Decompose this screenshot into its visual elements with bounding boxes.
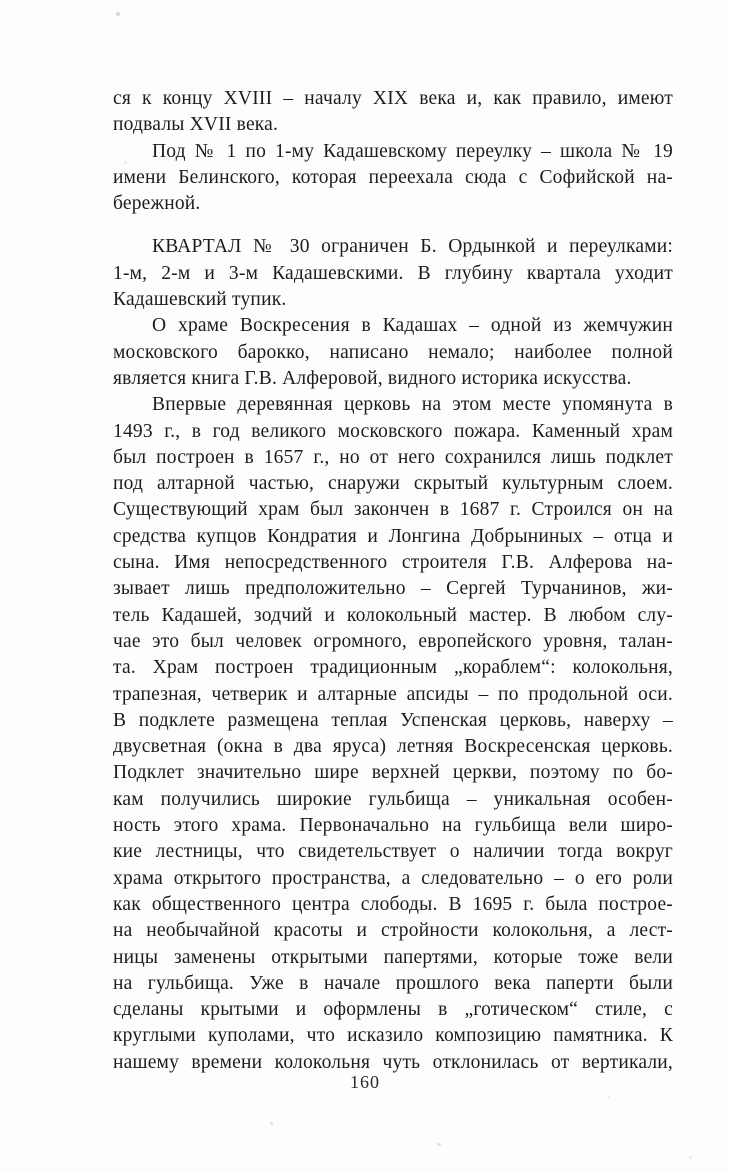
text-line: КВАРТАЛ № 30 ограничен Б. Ордынкой и переулками: [152,236,673,258]
text-line: В подклете размещена теплая Успенская церковь, наверху – [113,709,673,731]
page-number: 160 [350,1072,380,1092]
text-line: подвалы XVII века. [113,114,279,136]
text-line: ся к концу XVIII – началу XIX века и, как правило, имеют [113,88,673,109]
text-line: Существующий храм был закончен в 1687 г. Строился он на [113,499,673,521]
text-line: трапезная, четверик и алтарные апсиды – по продольной оси. [113,683,673,705]
text-line: Впервые деревянная церковь на этом месте упомянута в [152,394,673,416]
text-line: как общественного центра слободы. В 1695 г. была построе- [113,893,673,915]
text-line: 1493 г., в год великого московского пожара. Каменный храм [113,420,673,442]
text-line: московского барокко, написано немало; наиболее полной [113,341,673,363]
text-line: на гульбища. Уже в начале прошлого века паперти были [113,972,673,994]
text-line: зывает лишь предположительно – Сергей Турчанинов, жи- [113,578,673,600]
text-line: тель Кадашей, зодчий и колокольный мастер. В любом слу- [113,604,673,626]
page-text-block [113,86,673,1076]
text-line: средства купцов Кондратия и Лонгина Добрыниных – отца и [113,525,673,547]
text-line: был построен в 1657 г., но от него сохранился лишь подклет [113,446,673,468]
text-line: храма открытого пространства, а следовательно – о его роли [113,867,673,889]
text-line: кам получились широкие гульбища – уникальная особен- [113,788,673,810]
text-line: Кадашевский тупик. [113,289,287,311]
text-line: имени Белинского, которая переехала сюда с Софийской на- [113,166,673,188]
text-line: чае это был человек огромного, европейского уровня, талан- [113,630,673,652]
text-line: О храме Воскресения в Кадашах – одной из жемчужин [152,315,673,337]
scan-speckle [437,1143,441,1146]
text-line: Подклет значительно шире верхней церкви, поэтому по бо- [113,762,673,784]
text-line: бережной. [113,193,201,215]
text-line: двусветная (окна в два яруса) летняя Воскресенская церковь. [113,736,673,758]
scan-speckle [689,1156,692,1159]
paragraph [113,392,673,1076]
text-line: кие лестницы, что свидетельствует о наличии тогда вокруг [113,841,673,863]
scan-speckle [116,12,120,16]
scan-speckle [607,1096,610,1098]
text-line: Под № 1 по 1-му Кадашевскому переулку – школа № 19 [152,140,673,162]
text-line: сына. Имя непосредственного строителя Г.В. Алферова на- [113,552,673,574]
text-line: та. Храм построен традиционным „кораблем“: колокольня, [113,657,673,679]
text-line: сделаны крытыми и оформлены в „готическом“ стиле, с [113,999,673,1021]
text-line: нашему времени колокольня чуть отклонилась от вертикали, [113,1051,673,1073]
text-line: 1-м, 2-м и 3-м Кадашевскими. В глубину квартала уходит [113,262,673,284]
paragraph [113,313,673,392]
paragraph [113,234,673,313]
text-line: круглыми куполами, что исказило композицию памятника. К [113,1025,673,1047]
text-line: на необычайной красоты и стройности колокольня, а лест- [113,920,673,942]
scan-speckle [270,1122,273,1125]
paragraph [113,86,673,139]
paragraph [113,139,673,218]
text-line: под алтарной частью, снаружи скрытый культурным слоем. [113,473,673,495]
text-line: ницы заменены открытыми папертями, которые тоже вели [113,946,673,968]
text-line: является книга Г.В. Алферовой, видного историка искусства. [113,367,632,389]
text-line: ность этого храма. Первоначально на гульбища вели широ- [113,815,673,837]
